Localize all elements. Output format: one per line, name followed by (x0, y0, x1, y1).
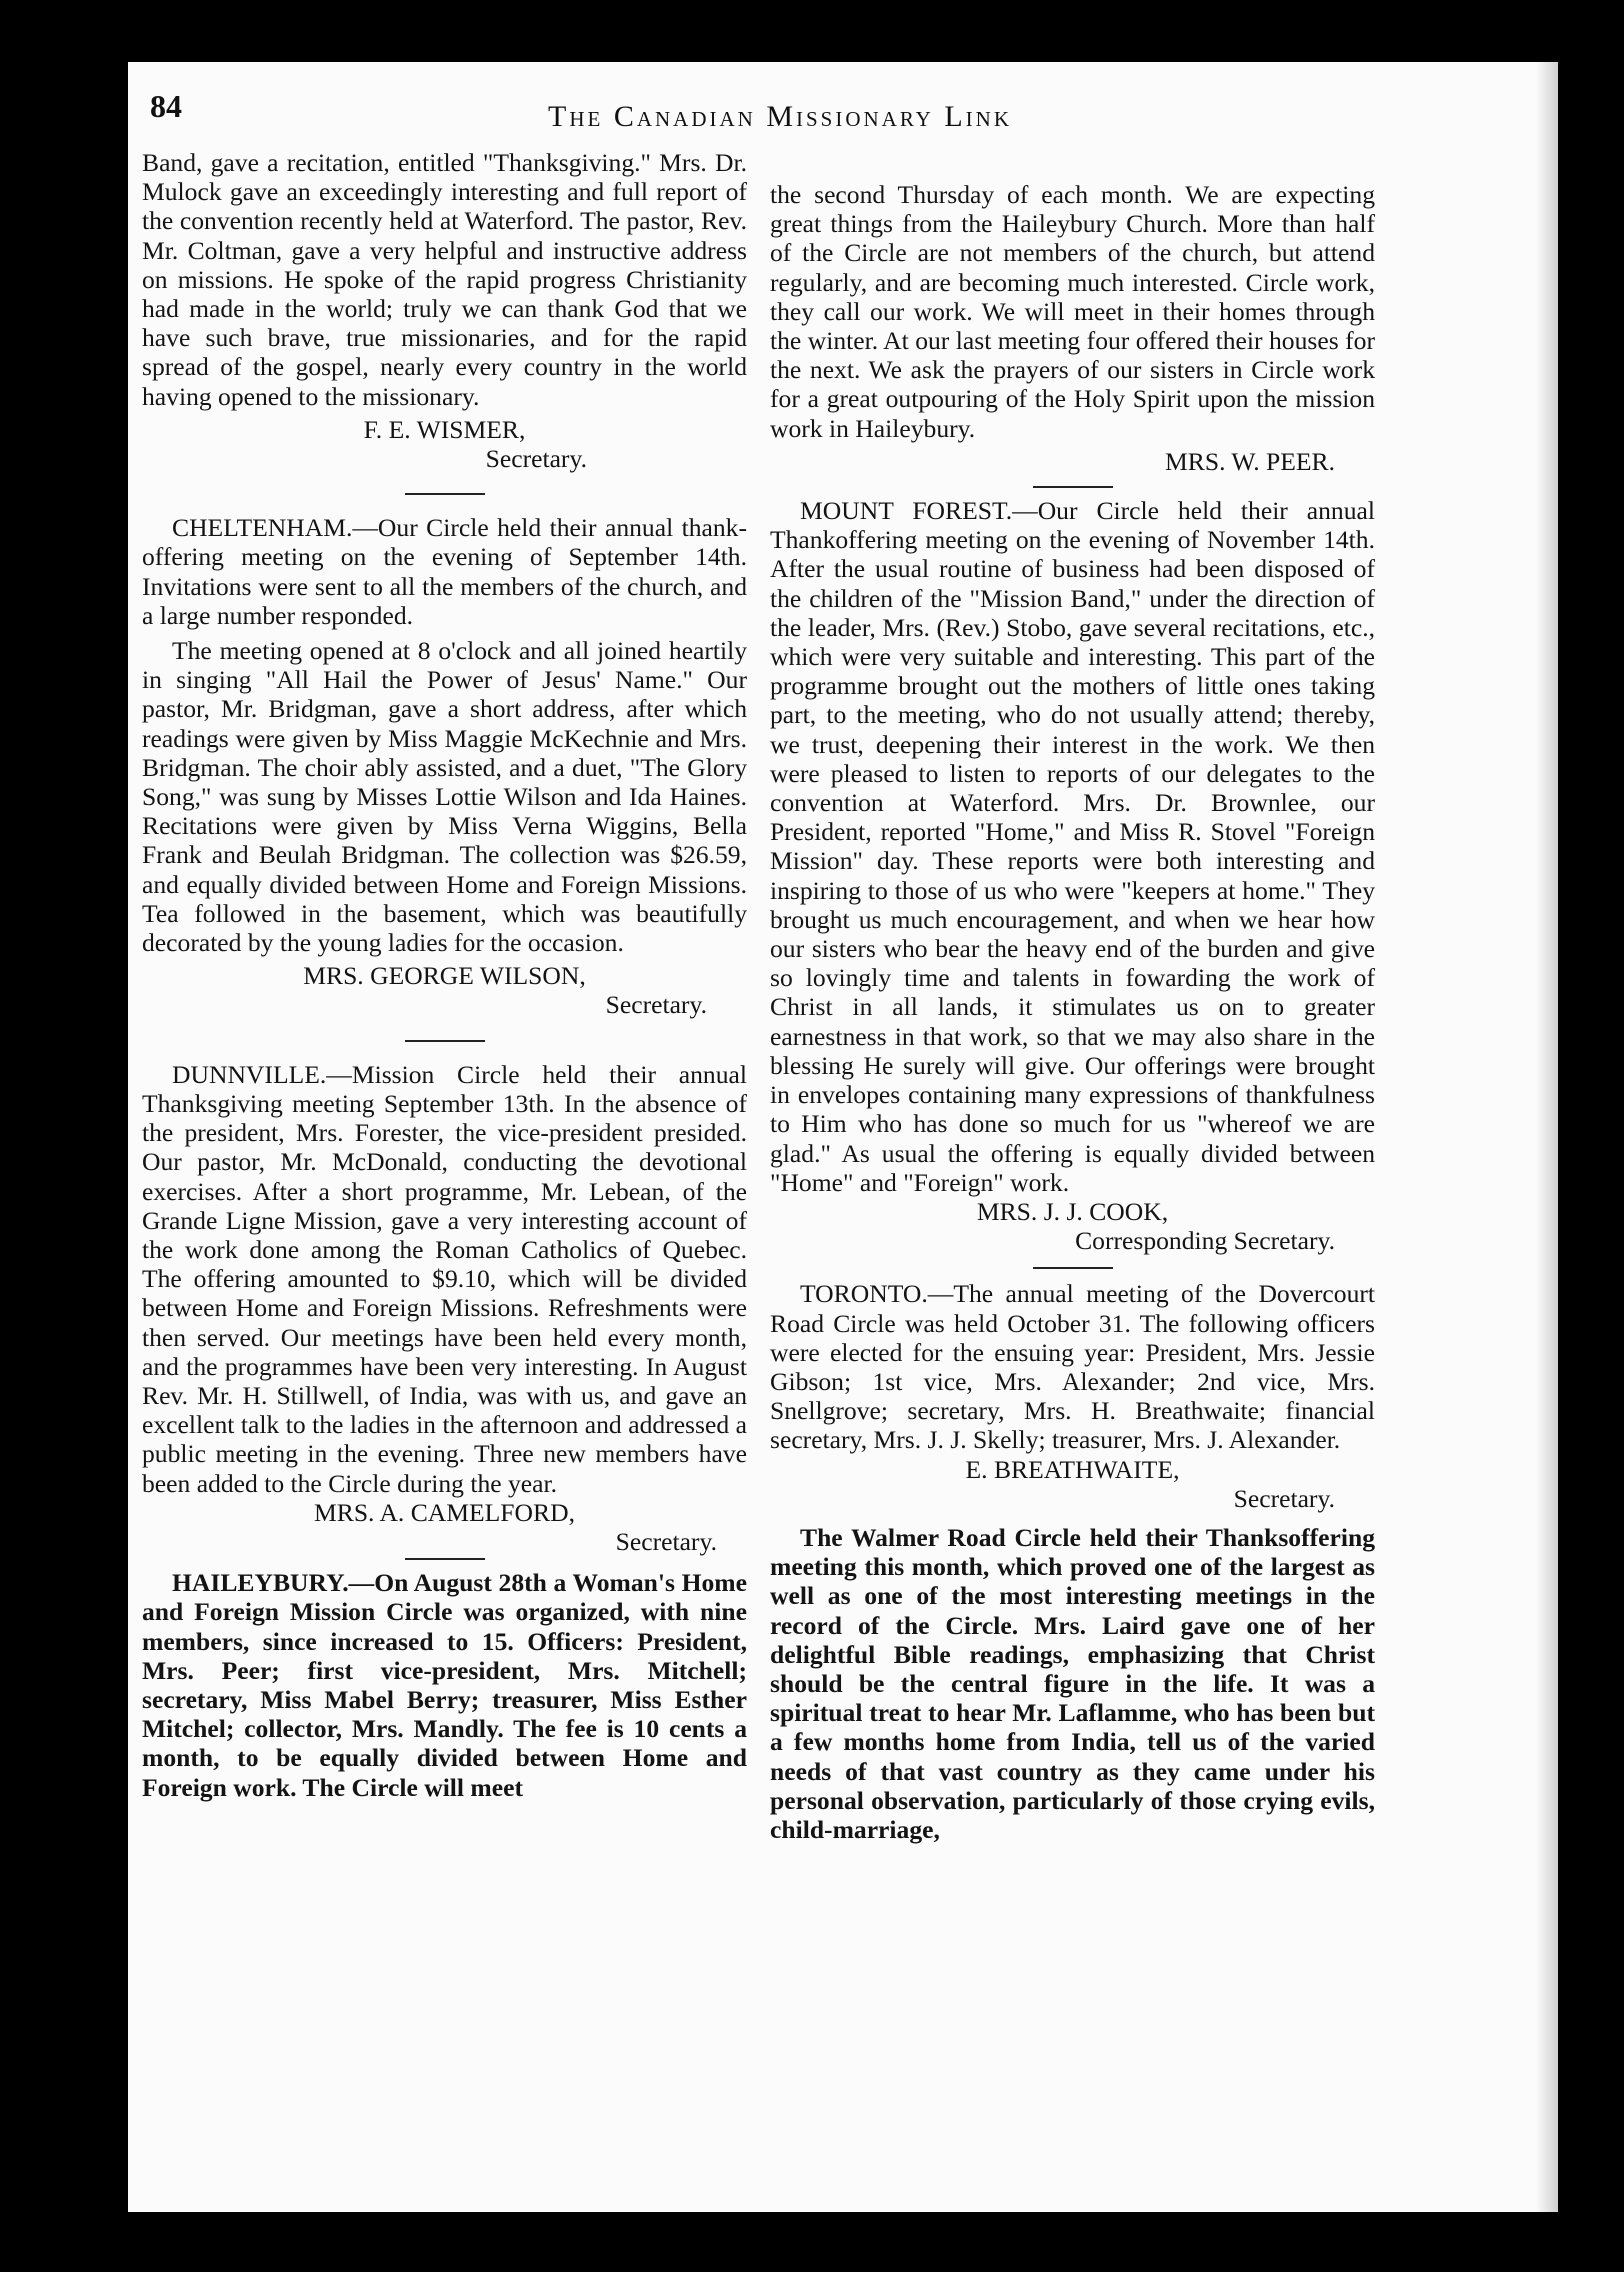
section-divider (1033, 1267, 1113, 1269)
section-divider (1033, 486, 1113, 488)
paragraph: CHELTENHAM.—Our Circle held their annual thank-offering meeting on the evening of September 14th. Invitations were sent to all the members of the church, and a large number responded. (142, 513, 747, 630)
signature-title: Secretary. (605, 990, 707, 1020)
section-divider (405, 493, 485, 495)
signature-name: F. E. WISMER, (363, 414, 526, 444)
signature-name: MRS. J. J. COOK, (976, 1196, 1169, 1226)
paragraph: Band, gave a recitation, entitled "Thanksgiving." Mrs. Dr. Mulock gave an exceedingly interesting and full report of the convention recently held at Waterford. The pastor, Rev. Mr. Coltman, gave a very helpful and instructive address on missions. He spoke of the rapid progress Christianity had made in the world; truly we can thank God that we have such brave, true missionaries, and for the rapid spread of the gospel, nearly every country in the world having opened to the missionary. (142, 148, 747, 411)
signature-name: MRS. W. PEER. (1165, 446, 1335, 476)
paragraph: HAILEYBURY.—On August 28th a Woman's Home and Foreign Mission Circle was organized, with nine members, since increased to 15. Officers: President, Mrs. Peer; first vice-president, Mrs. Mitchell; secretary, Miss Mabel Berry; treasurer, Miss Esther Mitchel; collector, Mrs. Mandly. The fee is 10 cents a month, to be equally divided between Home and Foreign work. The Circle will meet (142, 1568, 747, 1802)
section-divider (405, 1040, 485, 1042)
signature-name: E. BREATHWAITE, (965, 1454, 1180, 1484)
page-number: 84 (150, 88, 182, 124)
signature-name: MRS. A. CAMELFORD, (314, 1497, 575, 1527)
signature-title: Secretary. (1233, 1483, 1335, 1513)
paragraph: The meeting opened at 8 o'clock and all joined heartily in singing "All Hail the Power of Jesus' Name." Our pastor, Mr. Bridgman, gave a short address, after which readings were given by Miss Maggie McKechnie and Mrs. Bridgman. The choir ably assisted, and a duet, "The Glory Song," was sung by Misses Lottie Wilson and Ida Haines. Recitations were given by Miss Verna Wiggins, Bella Frank and Beulah Bridgman. The collection was $26.59, and equally divided between Home and Foreign Missions. Tea followed in the basement, which was beautifully decorated by the young ladies for the occasion. (142, 636, 747, 958)
signature-title: Secretary. (485, 444, 587, 474)
right-column (770, 180, 1375, 1844)
paragraph: The Walmer Road Circle held their Thanksoffering meeting this month, which proved one of the largest as well as one of the most interesting meetings in the record of the Circle. Mrs. Laird gave one of her delightful Bible readings, emphasizing that Christ should be the central figure in the life. It was a spiritual treat to hear Mr. Laflamme, who has been but a few months home from India, tell us of the varied needs of that vast country as they came under his personal observation, particularly of those crying evils, child-marriage, (770, 1522, 1375, 1844)
paragraph: MOUNT FOREST.—Our Circle held their annual Thankoffering meeting on the evening of November 14th. After the usual routine of business had been disposed of the children of the "Mission Band," under the direction of the leader, Mrs. (Rev.) Stobo, gave several recitations, etc., which were very suitable and interesting. This part of the programme brought out the mothers of little ones taking part, to the meeting, who do not usually attend; thereby, we trust, deepening their interest in the work. We then were pleased to listen to reports of our delegates to the convention at Waterford. Mrs. Dr. Brownlee, our President, reported "Home," and Miss R. Stovel "Foreign Mission" day. These reports were both interesting and inspiring to those of us who were "keepers at home." They brought us much encouragement, and when we hear how our sisters who bear the heavy end of the burden and give so lovingly time and talents in fowarding the work of Christ in all lands, it stimulates us on to greater earnestness in that work, so that we may also share in the blessing He surely will give. Our offerings were brought in envelopes containing many expressions of thankfulness to Him who has done so much for us "whereof we are glad." As usual the offering is equally divided between "Home" and "Foreign" work. (770, 496, 1375, 1197)
signature-name: MRS. GEORGE WILSON, (303, 961, 586, 991)
paragraph: TORONTO.—The annual meeting of the Dovercourt Road Circle was held October 31. The following officers were elected for the ensuing year: President, Mrs. Jessie Gibson; 1st vice, Mrs. Alexander; 2nd vice, Mrs. Snellgrove; secretary, Mrs. H. Breathwaite; financial secretary, Mrs. J. J. Skelly; treasurer, Mrs. J. Alexander. (770, 1279, 1375, 1455)
page-edge-shadow (1536, 62, 1558, 2212)
left-column (142, 148, 747, 1802)
signature-title: Corresponding Secretary. (1075, 1226, 1335, 1256)
paragraph: DUNNVILLE.—Mission Circle held their annual Thanksgiving meeting September 13th. In the absence of the president, Mrs. Forester, the vice-president presided. Our pastor, Mr. McDonald, conducting the devotional exercises. After a short programme, Mr. Lebean, of the Grande Ligne Mission, gave a very interesting account of the work done among the Roman Catholics of Quebec. The offering amounted to $9.10, which will be divided between Home and Foreign Missions. Refreshments were then served. Our meetings have been held every month, and the programmes have been very interesting. In August Rev. Mr. H. Stillwell, of India, was with us, and gave an excellent talk to the ladies in the afternoon and addressed a public meeting in the evening. Three new members have been added to the Circle during the year. (142, 1059, 747, 1498)
paragraph: the second Thursday of each month. We are expecting great things from the Haileybury Church. More than half of the Circle are not members of the church, but attend regularly, and are becoming much interested. Circle work, they call our work. We will meet in their homes through the winter. At our last meeting four offered their houses for the next. We ask the prayers of our sisters in Circle work for a great outpouring of the Holy Spirit upon the mission work in Haileybury. (770, 180, 1375, 443)
signature-title: Secretary. (615, 1526, 717, 1556)
section-divider (405, 1558, 485, 1560)
running-head: The Canadian Missionary Link (548, 100, 1012, 133)
